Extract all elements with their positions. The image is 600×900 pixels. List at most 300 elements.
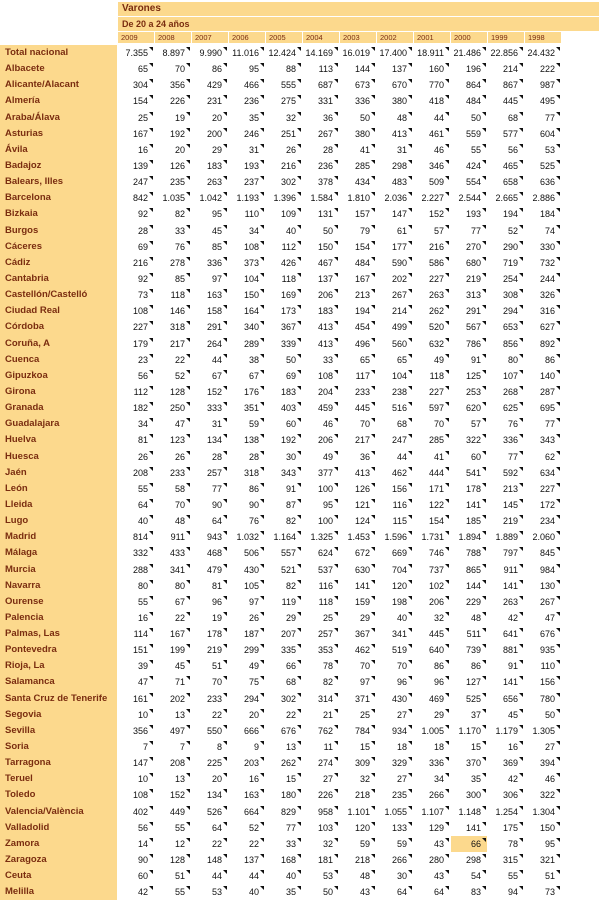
table-cell: 370 xyxy=(451,755,487,771)
table-cell: 21.486 xyxy=(451,45,487,61)
table-cell: 21 xyxy=(303,707,339,723)
table-cell: 150 xyxy=(303,239,339,255)
table-cell: 77 xyxy=(525,416,561,432)
table-row xyxy=(0,352,600,368)
table-cell: 302 xyxy=(266,691,302,707)
table-cell: 27 xyxy=(525,739,561,755)
table-cell: 11 xyxy=(303,739,339,755)
table-cell: 1.304 xyxy=(525,804,561,820)
table-cell: 185 xyxy=(451,513,487,529)
year-header-2007: 2007 xyxy=(192,32,228,43)
table-cell: 380 xyxy=(377,93,413,109)
table-cell: 167 xyxy=(340,271,376,287)
table-cell: 35 xyxy=(229,110,265,126)
table-cell: 73 xyxy=(525,884,561,900)
table-row xyxy=(0,755,600,771)
table-cell: 26 xyxy=(118,449,154,465)
table-row xyxy=(0,206,600,222)
table-cell: 934 xyxy=(377,723,413,739)
table-cell: 86 xyxy=(525,352,561,368)
table-cell: 49 xyxy=(229,658,265,674)
table-cell: 216 xyxy=(414,239,450,255)
table-cell: 233 xyxy=(155,465,191,481)
table-cell: 554 xyxy=(451,174,487,190)
row-label: Alicante/Alacant xyxy=(0,77,117,93)
table-cell: 133 xyxy=(377,820,413,836)
table-cell: 110 xyxy=(525,658,561,674)
table-cell: 1.731 xyxy=(414,529,450,545)
table-cell: 27 xyxy=(377,707,413,723)
table-cell: 459 xyxy=(303,400,339,416)
table-cell: 445 xyxy=(340,400,376,416)
table-cell: 309 xyxy=(340,755,376,771)
table-cell: 511 xyxy=(451,626,487,642)
table-cell: 145 xyxy=(488,497,524,513)
table-cell: 55 xyxy=(118,481,154,497)
table-cell: 42 xyxy=(118,884,154,900)
table-cell: 90 xyxy=(118,852,154,868)
table-row xyxy=(0,271,600,287)
table-cell: 28 xyxy=(192,449,228,465)
table-cell: 50 xyxy=(525,707,561,723)
table-row xyxy=(0,158,600,174)
year-header-2001: 2001 xyxy=(414,32,450,43)
table-row xyxy=(0,142,600,158)
table-cell: 112 xyxy=(266,239,302,255)
table-cell: 254 xyxy=(488,271,524,287)
table-cell: 47 xyxy=(155,416,191,432)
table-cell: 82 xyxy=(266,578,302,594)
table-cell: 77 xyxy=(451,223,487,239)
table-cell: 29 xyxy=(340,610,376,626)
table-cell: 257 xyxy=(192,465,228,481)
table-cell: 1.810 xyxy=(340,190,376,206)
table-cell: 343 xyxy=(525,432,561,448)
table-cell: 118 xyxy=(414,368,450,384)
table-cell: 152 xyxy=(155,787,191,803)
table-cell: 45 xyxy=(488,707,524,723)
table-cell: 250 xyxy=(155,400,191,416)
table-cell: 13 xyxy=(155,707,191,723)
table-cell: 263 xyxy=(414,287,450,303)
table-row xyxy=(0,820,600,836)
table-row xyxy=(0,239,600,255)
table-cell: 34 xyxy=(118,416,154,432)
table-cell: 31 xyxy=(192,416,228,432)
table-cell: 842 xyxy=(118,190,154,206)
table-cell: 178 xyxy=(451,481,487,497)
table-cell: 120 xyxy=(377,578,413,594)
table-cell: 285 xyxy=(414,432,450,448)
row-label: Granada xyxy=(0,400,117,416)
table-cell: 673 xyxy=(340,77,376,93)
table-cell: 34 xyxy=(414,771,450,787)
table-cell: 739 xyxy=(451,642,487,658)
table-cell: 39 xyxy=(118,658,154,674)
table-cell: 55 xyxy=(451,142,487,158)
year-header-2002: 2002 xyxy=(377,32,413,43)
table-title: Varones xyxy=(118,2,599,16)
table-cell: 267 xyxy=(525,594,561,610)
table-cell: 444 xyxy=(414,465,450,481)
table-row xyxy=(0,61,600,77)
table-cell: 11.016 xyxy=(229,45,265,61)
table-cell: 984 xyxy=(525,562,561,578)
table-cell: 497 xyxy=(155,723,191,739)
table-cell: 1.164 xyxy=(266,529,302,545)
table-cell: 122 xyxy=(414,497,450,513)
table-cell: 50 xyxy=(340,110,376,126)
table-cell: 17.400 xyxy=(377,45,413,61)
table-cell: 173 xyxy=(266,303,302,319)
table-row xyxy=(0,804,600,820)
table-cell: 22 xyxy=(266,707,302,723)
table-row xyxy=(0,190,600,206)
table-cell: 1.035 xyxy=(155,190,191,206)
table-cell: 65 xyxy=(118,61,154,77)
table-cell: 66 xyxy=(266,658,302,674)
table-cell: 64 xyxy=(118,497,154,513)
table-cell: 641 xyxy=(488,626,524,642)
table-row xyxy=(0,658,600,674)
table-cell: 35 xyxy=(266,884,302,900)
table-cell: 19 xyxy=(192,610,228,626)
table-cell: 1.254 xyxy=(488,804,524,820)
table-cell: 77 xyxy=(192,481,228,497)
table-cell: 183 xyxy=(303,303,339,319)
table-cell: 315 xyxy=(488,852,524,868)
table-cell: 38 xyxy=(229,352,265,368)
table-cell: 44 xyxy=(192,352,228,368)
table-cell: 103 xyxy=(303,820,339,836)
table-cell: 664 xyxy=(229,804,265,820)
table-cell: 20 xyxy=(192,771,228,787)
table-cell: 123 xyxy=(155,432,191,448)
table-cell: 16 xyxy=(488,739,524,755)
table-cell: 987 xyxy=(525,77,561,93)
table-cell: 40 xyxy=(266,223,302,239)
table-row xyxy=(0,77,600,93)
table-cell: 881 xyxy=(488,642,524,658)
table-cell: 172 xyxy=(525,497,561,513)
table-cell: 118 xyxy=(303,594,339,610)
table-cell: 788 xyxy=(451,545,487,561)
table-cell: 193 xyxy=(451,206,487,222)
table-cell: 154 xyxy=(340,239,376,255)
table-cell: 67 xyxy=(229,368,265,384)
table-cell: 148 xyxy=(192,852,228,868)
table-cell: 298 xyxy=(377,158,413,174)
table-cell: 814 xyxy=(118,529,154,545)
table-cell: 445 xyxy=(488,93,524,109)
table-cell: 333 xyxy=(192,400,228,416)
row-label: Huesca xyxy=(0,449,117,465)
table-cell: 85 xyxy=(155,271,191,287)
table-cell: 70 xyxy=(155,61,191,77)
table-cell: 76 xyxy=(155,239,191,255)
table-cell: 68 xyxy=(266,674,302,690)
table-cell: 656 xyxy=(488,691,524,707)
table-cell: 114 xyxy=(118,626,154,642)
table-cell: 157 xyxy=(340,206,376,222)
table-cell: 95 xyxy=(229,61,265,77)
table-cell: 1.042 xyxy=(192,190,228,206)
table-cell: 178 xyxy=(192,626,228,642)
table-row xyxy=(0,465,600,481)
table-cell: 37 xyxy=(451,707,487,723)
table-cell: 47 xyxy=(525,610,561,626)
table-row xyxy=(0,416,600,432)
table-cell: 829 xyxy=(266,804,302,820)
table-row xyxy=(0,610,600,626)
table-cell: 69 xyxy=(266,368,302,384)
table-cell: 291 xyxy=(451,303,487,319)
table-cell: 7 xyxy=(155,739,191,755)
table-cell: 413 xyxy=(303,336,339,352)
table-cell: 193 xyxy=(229,158,265,174)
table-cell: 40 xyxy=(266,868,302,884)
table-cell: 139 xyxy=(118,158,154,174)
table-cell: 81 xyxy=(118,432,154,448)
table-cell: 86 xyxy=(414,658,450,674)
row-label: Zamora xyxy=(0,836,117,852)
table-row xyxy=(0,771,600,787)
year-header-2003: 2003 xyxy=(340,32,376,43)
table-cell: 12.424 xyxy=(266,45,302,61)
row-label: Madrid xyxy=(0,529,117,545)
row-label: Cuenca xyxy=(0,352,117,368)
table-cell: 40 xyxy=(229,884,265,900)
table-cell: 670 xyxy=(377,77,413,93)
table-cell: 559 xyxy=(451,126,487,142)
table-cell: 238 xyxy=(377,384,413,400)
table-cell: 102 xyxy=(414,578,450,594)
table-cell: 233 xyxy=(192,691,228,707)
table-cell: 85 xyxy=(192,239,228,255)
table-cell: 108 xyxy=(229,239,265,255)
table-cell: 199 xyxy=(155,642,191,658)
table-cell: 484 xyxy=(340,255,376,271)
table-cell: 184 xyxy=(525,206,561,222)
table-cell: 586 xyxy=(414,255,450,271)
table-cell: 229 xyxy=(451,594,487,610)
table-cell: 51 xyxy=(155,868,191,884)
table-cell: 96 xyxy=(192,594,228,610)
table-cell: 25 xyxy=(340,707,376,723)
table-cell: 87 xyxy=(266,497,302,513)
table-cell: 351 xyxy=(229,400,265,416)
table-cell: 134 xyxy=(192,787,228,803)
row-label: Tarragona xyxy=(0,755,117,771)
table-cell: 16 xyxy=(118,610,154,626)
table-cell: 495 xyxy=(525,93,561,109)
table-cell: 430 xyxy=(229,562,265,578)
table-cell: 44 xyxy=(377,449,413,465)
table-cell: 167 xyxy=(118,126,154,142)
table-cell: 108 xyxy=(303,368,339,384)
table-cell: 12 xyxy=(155,836,191,852)
table-cell: 289 xyxy=(229,336,265,352)
table-row xyxy=(0,513,600,529)
row-label: Burgos xyxy=(0,223,117,239)
table-cell: 27 xyxy=(303,771,339,787)
table-cell: 140 xyxy=(525,368,561,384)
row-label: Zaragoza xyxy=(0,852,117,868)
table-row xyxy=(0,739,600,755)
table-cell: 22.856 xyxy=(488,45,524,61)
year-header-2009: 2009 xyxy=(118,32,154,43)
table-cell: 141 xyxy=(451,820,487,836)
table-cell: 44 xyxy=(192,868,228,884)
table-cell: 911 xyxy=(488,562,524,578)
table-cell: 36 xyxy=(340,449,376,465)
table-cell: 676 xyxy=(266,723,302,739)
table-cell: 50 xyxy=(451,110,487,126)
table-cell: 22 xyxy=(155,610,191,626)
table-cell: 636 xyxy=(525,174,561,190)
table-cell: 43 xyxy=(414,868,450,884)
table-cell: 116 xyxy=(303,578,339,594)
table-cell: 318 xyxy=(155,319,191,335)
table-cell: 65 xyxy=(340,352,376,368)
table-cell: 625 xyxy=(488,400,524,416)
table-cell: 116 xyxy=(377,497,413,513)
table-cell: 34 xyxy=(229,223,265,239)
table-cell: 59 xyxy=(340,836,376,852)
table-cell: 56 xyxy=(118,820,154,836)
table-cell: 176 xyxy=(229,384,265,400)
table-cell: 892 xyxy=(525,336,561,352)
table-cell: 658 xyxy=(488,174,524,190)
table-cell: 198 xyxy=(377,594,413,610)
table-cell: 82 xyxy=(266,513,302,529)
table-cell: 24.432 xyxy=(525,45,561,61)
table-cell: 341 xyxy=(377,626,413,642)
table-cell: 68 xyxy=(488,110,524,126)
table-cell: 154 xyxy=(414,513,450,529)
table-cell: 10 xyxy=(118,707,154,723)
table-cell: 251 xyxy=(266,126,302,142)
table-cell: 169 xyxy=(266,287,302,303)
table-cell: 624 xyxy=(303,545,339,561)
table-cell: 634 xyxy=(525,465,561,481)
table-cell: 7.355 xyxy=(118,45,154,61)
table-cell: 373 xyxy=(229,255,265,271)
table-cell: 1.107 xyxy=(414,804,450,820)
table-cell: 20 xyxy=(155,142,191,158)
table-cell: 267 xyxy=(377,287,413,303)
table-cell: 29 xyxy=(266,610,302,626)
table-cell: 96 xyxy=(377,674,413,690)
table-cell: 30 xyxy=(377,868,413,884)
table-cell: 330 xyxy=(525,239,561,255)
table-cell: 96 xyxy=(414,674,450,690)
table-cell: 653 xyxy=(488,319,524,335)
table-cell: 163 xyxy=(192,287,228,303)
row-label: Córdoba xyxy=(0,319,117,335)
table-cell: 1.894 xyxy=(451,529,487,545)
table-cell: 164 xyxy=(229,303,265,319)
row-label: Rioja, La xyxy=(0,658,117,674)
table-cell: 107 xyxy=(488,368,524,384)
table-cell: 322 xyxy=(451,432,487,448)
table-row xyxy=(0,852,600,868)
table-cell: 18 xyxy=(414,739,450,755)
table-row xyxy=(0,93,600,109)
year-header-2004: 2004 xyxy=(303,32,339,43)
row-label: León xyxy=(0,481,117,497)
table-cell: 80 xyxy=(155,578,191,594)
table-cell: 227 xyxy=(525,481,561,497)
table-cell: 28 xyxy=(229,449,265,465)
table-cell: 15 xyxy=(340,739,376,755)
table-row xyxy=(0,400,600,416)
table-cell: 672 xyxy=(340,545,376,561)
row-label: Teruel xyxy=(0,771,117,787)
table-cell: 604 xyxy=(525,126,561,142)
table-cell: 53 xyxy=(525,142,561,158)
table-cell: 52 xyxy=(229,820,265,836)
table-cell: 519 xyxy=(377,642,413,658)
table-cell: 33 xyxy=(266,836,302,852)
table-cell: 108 xyxy=(118,303,154,319)
table-cell: 329 xyxy=(377,755,413,771)
table-cell: 263 xyxy=(488,594,524,610)
table-cell: 108 xyxy=(118,787,154,803)
table-cell: 402 xyxy=(118,804,154,820)
table-cell: 28 xyxy=(303,142,339,158)
table-cell: 35 xyxy=(451,771,487,787)
table-cell: 43 xyxy=(340,884,376,900)
table-cell: 227 xyxy=(414,384,450,400)
table-cell: 171 xyxy=(414,481,450,497)
table-cell: 206 xyxy=(303,432,339,448)
table-cell: 380 xyxy=(340,126,376,142)
table-cell: 52 xyxy=(488,223,524,239)
table-cell: 943 xyxy=(192,529,228,545)
table-cell: 55 xyxy=(118,594,154,610)
row-label: Gipuzkoa xyxy=(0,368,117,384)
table-cell: 557 xyxy=(266,545,302,561)
table-cell: 218 xyxy=(340,852,376,868)
table-cell: 784 xyxy=(340,723,376,739)
table-cell: 640 xyxy=(414,642,450,658)
table-cell: 462 xyxy=(340,642,376,658)
table-cell: 555 xyxy=(266,77,302,93)
table-cell: 217 xyxy=(340,432,376,448)
table-cell: 78 xyxy=(488,836,524,852)
table-cell: 291 xyxy=(192,319,228,335)
row-label: Balears, Illes xyxy=(0,174,117,190)
table-cell: 704 xyxy=(377,562,413,578)
table-cell: 235 xyxy=(377,787,413,803)
table-cell: 110 xyxy=(229,206,265,222)
table-cell: 90 xyxy=(192,497,228,513)
table-cell: 627 xyxy=(525,319,561,335)
table-cell: 2.036 xyxy=(377,190,413,206)
table-cell: 196 xyxy=(451,61,487,77)
table-cell: 526 xyxy=(192,804,228,820)
table-cell: 194 xyxy=(488,206,524,222)
table-cell: 958 xyxy=(303,804,339,820)
table-cell: 274 xyxy=(303,755,339,771)
row-label: Valladolid xyxy=(0,820,117,836)
table-cell: 262 xyxy=(414,303,450,319)
table-cell: 367 xyxy=(340,626,376,642)
table-cell: 60 xyxy=(118,868,154,884)
table-cell: 50 xyxy=(303,223,339,239)
table-cell: 469 xyxy=(414,691,450,707)
